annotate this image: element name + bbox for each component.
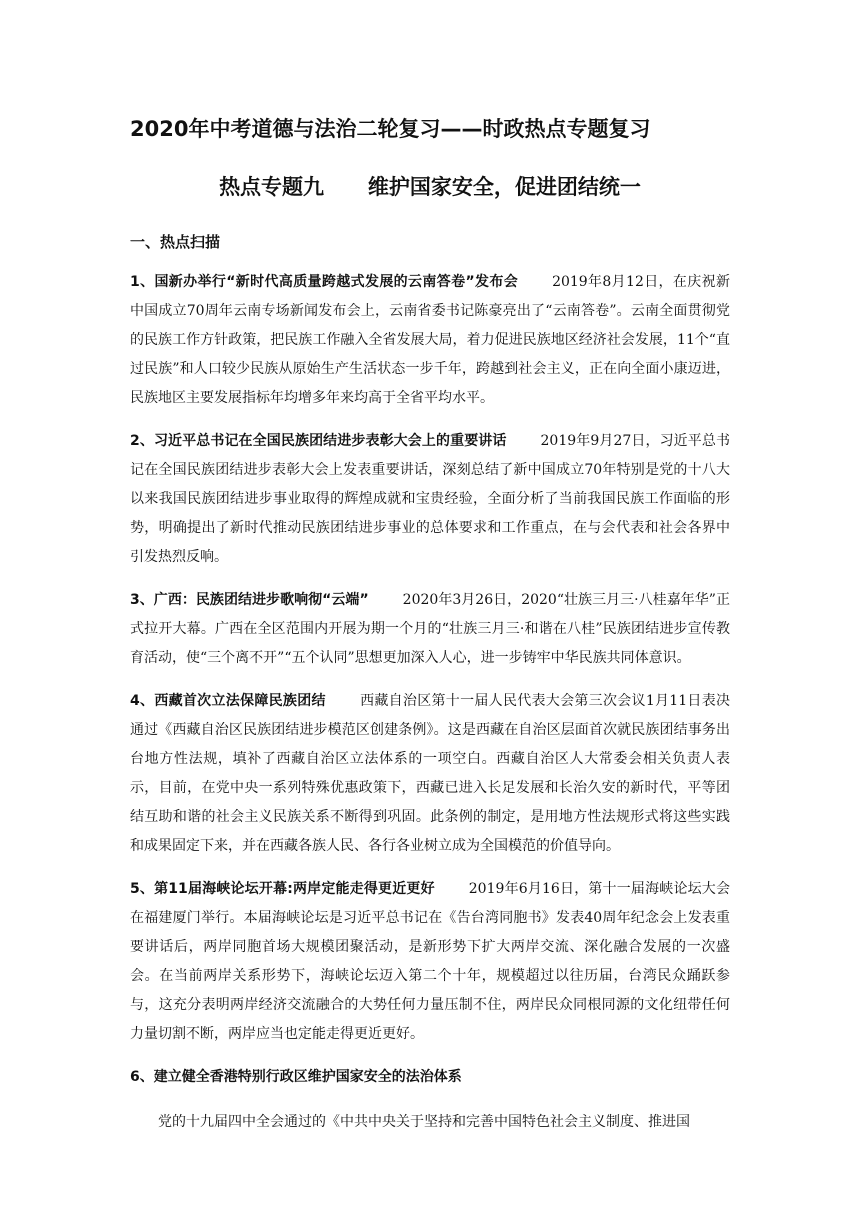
news-item-3 [130, 586, 730, 673]
document-title: 2020年中考道德与法治二轮复习——时政热点专题复习 [130, 117, 651, 141]
news-item-6-paragraph: 党的十九届四中全会通过的《中共中央关于坚持和完善中国特色社会主义制度、推进国 [158, 1114, 690, 1130]
news-item-heading: 4、西藏首次立法保障民族团结 [130, 693, 326, 709]
news-item-4 [130, 687, 730, 861]
news-item-heading: 1、国新办举行“新时代高质量跨越式发展的云南答卷”发布会 [130, 274, 519, 290]
news-item-body: 2019年6月16日，第十一届海峡论坛大会在福建厦门举行。本届海峡论坛是习近平总书记在《告台湾同胞书》发表40周年纪念会上发表重要讲话后，两岸同胞首场大规模团聚活动，是新形势下扩大两岸交流、深化融合发展的一次盛会。在当前两岸关系形势下，海峡论坛迈入第二个十年，规模超过以往历届，台湾民众踊跃参与，这充分表明两岸经济交流融合的大势任何力量压制不住，两岸民众同根同源的文化纽带任何力量切割不断，两岸应当也定能走得更近更好。 [130, 881, 730, 1042]
section-heading-hot-scan: 一、热点扫描 [130, 233, 221, 251]
news-item-2 [130, 427, 730, 572]
news-item-body: 2020年3月26日，2020“壮族三月三·八桂嘉年华”正式拉开大幕。广西在全区范围内开展为期一个月的“壮族三月三·和谐在八桂”民族团结进步宣传教育活动，使“三个离不开”“五个认同”思想更加深入人心，进一步铸牢中华民族共同体意识。 [130, 592, 730, 666]
news-item-body: 2019年8月12日，在庆祝新中国成立70周年云南专场新闻发布会上，云南省委书记陈豪亮出了“云南答卷”。云南全面贯彻党的民族工作方针政策，把民族工作融入全省发展大局，着力促进民族地区经济社会发展，11个“直过民族”和人口较少民族从原始生产生活状态一步千年，跨越到社会主义，正在向全面小康迈进，民族地区主要发展指标年均增多年来均高于全省平均水平。 [130, 274, 730, 406]
news-item-heading: 2、习近平总书记在全国民族团结进步表彰大会上的重要讲话 [130, 433, 507, 449]
news-item-5 [130, 875, 730, 1049]
news-item-heading: 3、广西：民族团结进步歌响彻“云端” [130, 592, 369, 608]
news-item-body: 西藏自治区第十一届人民代表大会第三次会议1月11日表决通过《西藏自治区民族团结进步模范区创建条例》。这是西藏在自治区层面首次就民族团结事务出台地方性法规，填补了西藏自治区立法体系的一项空白。西藏自治区人大常委会相关负责人表示，目前，在党中央一系列特殊优惠政策下，西藏已进入长足发展和长治久安的新时代，平等团结互助和谐的社会主义民族关系不断得到巩固。此条例的制定，是用地方性法规形式将这些实践和成果固定下来，并在西藏各族人民、各行各业树立成为全国模范的价值导向。 [130, 693, 730, 854]
document-content [130, 112, 730, 1137]
news-item-1 [130, 268, 730, 413]
document-subtitle: 热点专题九 维护国家安全，促进团结统一 [219, 175, 641, 199]
news-item-heading: 5、第11届海峡论坛开幕:两岸定能走得更近更好 [130, 881, 435, 897]
news-item-6-heading: 6、建立健全香港特别行政区维护国家安全的法治体系 [130, 1069, 462, 1085]
news-item-body: 2019年9月27日，习近平总书记在全国民族团结进步表彰大会上发表重要讲话，深刻总结了新中国成立70年特别是党的十八大以来我国民族团结进步事业取得的辉煌成就和宝贵经验，全面分析了当前我国民族工作面临的形势，明确提出了新时代推动民族团结进步事业的总体要求和工作重点，在与会代表和社会各界中引发热烈反响。 [130, 433, 730, 565]
